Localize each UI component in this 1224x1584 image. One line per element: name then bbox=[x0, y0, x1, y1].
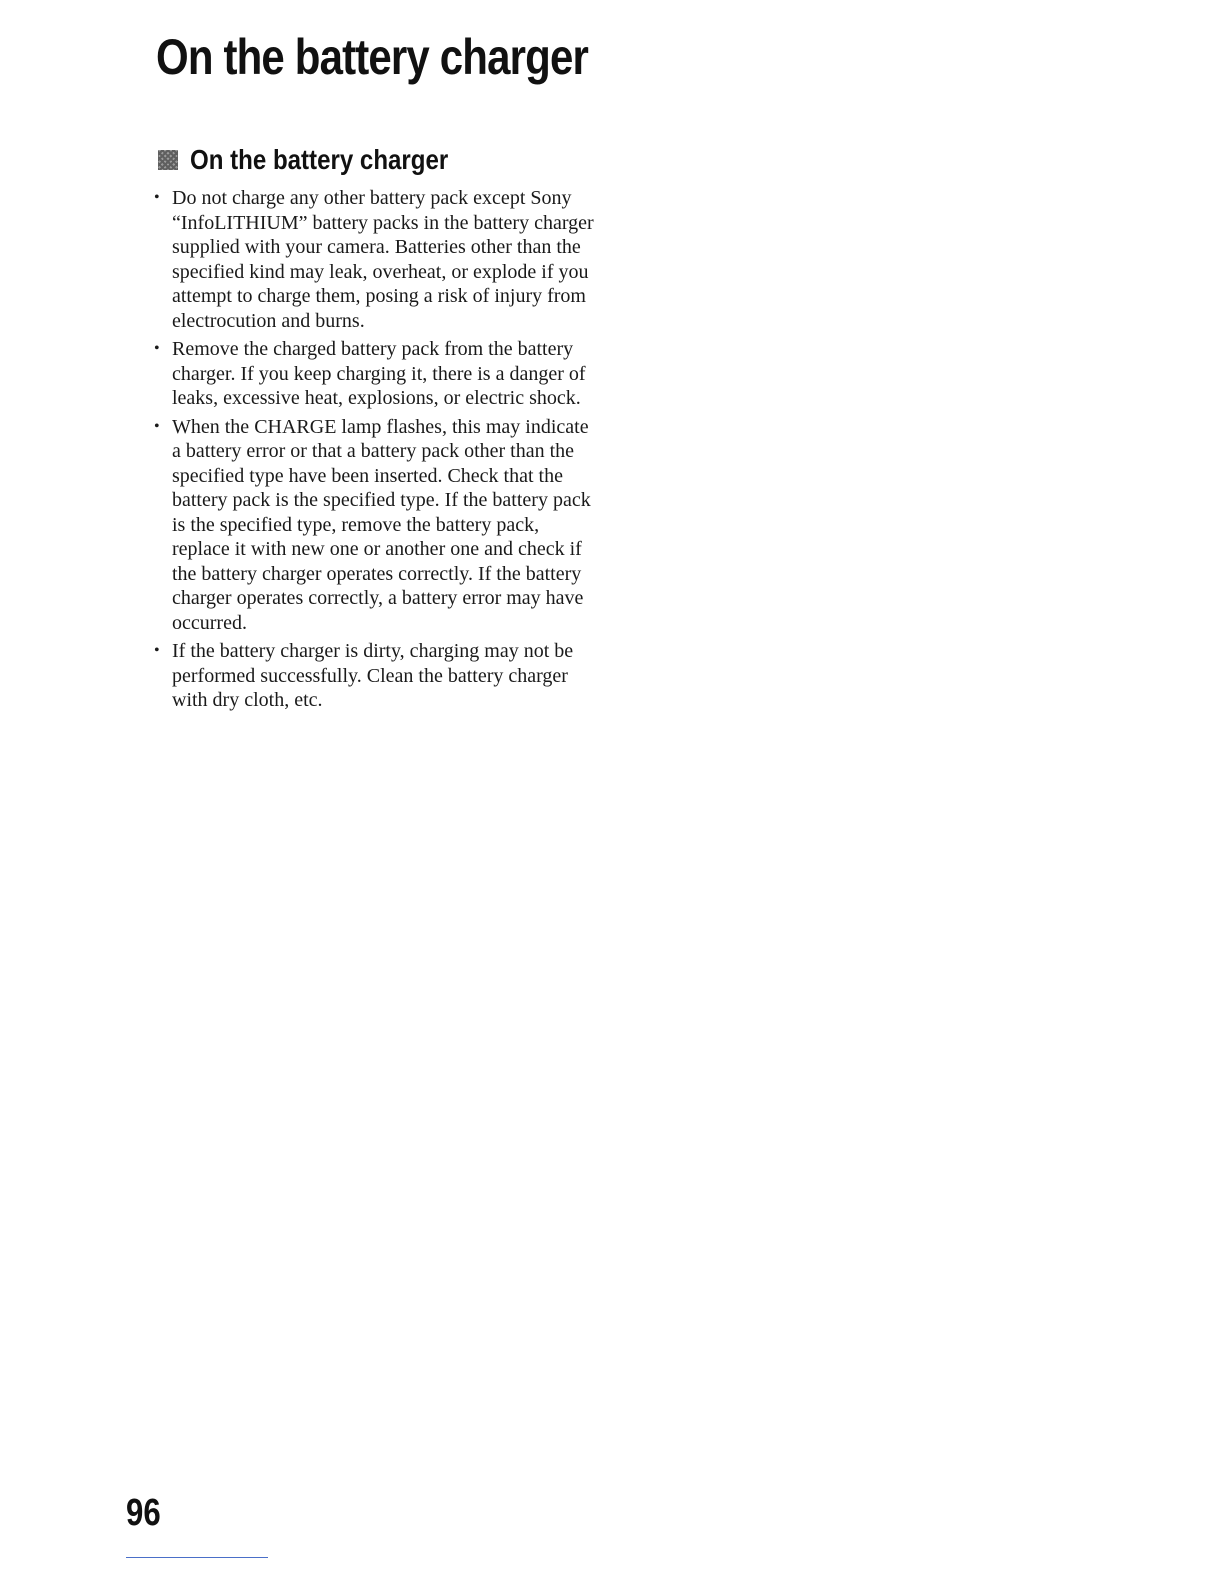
hatched-square-icon bbox=[158, 150, 178, 170]
list-item bbox=[154, 639, 594, 713]
section-heading bbox=[158, 144, 490, 176]
list-item-text: When the CHARGE lamp flashes, this may indicate a battery error or that a battery pack other than the specified type have been inserted. Check that the battery pack is the specified type. If the battery pack is the specified type, remove the battery pack, replace it with new one or another one and check if the battery charger operates correctly. If the battery charger operates correctly, a battery error may have occurred. bbox=[172, 415, 591, 634]
bullet-icon: • bbox=[154, 642, 160, 659]
list-item-text: Do not charge any other battery pack except Sony “InfoLITHIUM” battery packs in the battery charger supplied with your camera. Batteries other than the specified kind may leak, overheat, or explode if you attempt to charge them, posing a risk of injury from electrocution and burns. bbox=[172, 187, 594, 332]
footer-rule bbox=[126, 1557, 268, 1558]
bullet-icon: • bbox=[154, 417, 160, 435]
list-item bbox=[154, 186, 594, 333]
bullet-list bbox=[154, 186, 594, 717]
section-heading-text: On the battery charger bbox=[190, 144, 449, 175]
page-number: 96 bbox=[126, 1492, 161, 1534]
list-item-text: If the battery charger is dirty, charging may not be performed successfully. Clean the battery charger with dry cloth, etc. bbox=[172, 640, 574, 711]
list-item-text: Remove the charged battery pack from the battery charger. If you keep charging it, there is a danger of leaks, excessive heat, explosions, or electric shock. bbox=[172, 338, 586, 409]
list-item bbox=[154, 415, 594, 636]
list-item bbox=[154, 337, 594, 411]
bullet-icon: • bbox=[154, 340, 160, 357]
page-title: On the battery charger bbox=[156, 29, 588, 85]
bullet-icon: • bbox=[154, 189, 160, 206]
